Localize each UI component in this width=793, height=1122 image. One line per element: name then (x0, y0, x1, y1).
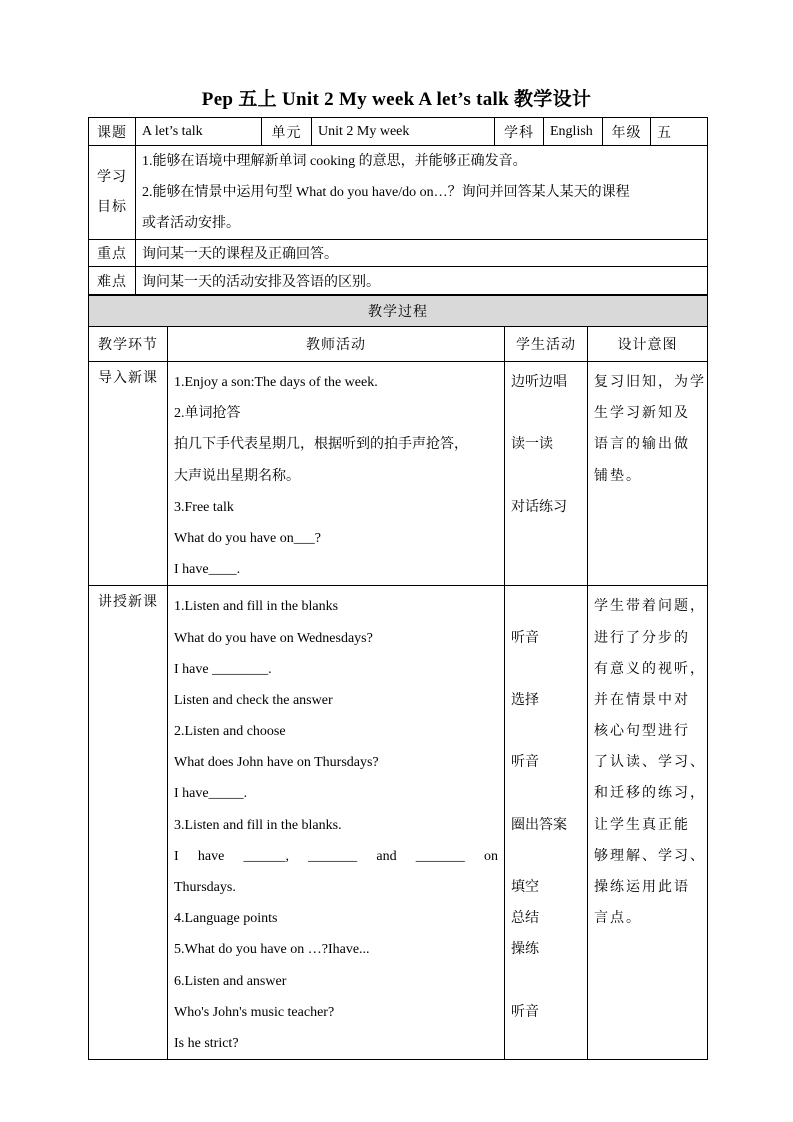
topic-label: 课题 (89, 118, 136, 146)
intro-teacher: 1.Enjoy a son:The days of the week. 2.单词抢答 拍几下手代表星期几，根据听到的拍手声抢答， 大声说出星期名称。 3.Free talk What do you have on___? I have____. (168, 362, 505, 586)
topic-value: A let’s talk (136, 118, 262, 146)
col-teacher: 教师活动 (168, 327, 505, 362)
grade-label: 年级 (603, 118, 651, 146)
difficult-point-text: 询问某一天的活动安排及答语的区别。 (136, 267, 708, 295)
grade-value: 五 (651, 118, 708, 146)
col-student: 学生活动 (505, 327, 588, 362)
unit-value: Unit 2 My week (312, 118, 495, 146)
subject-value: English (544, 118, 603, 146)
goals-text: 1.能够在语境中理解新单词 cooking 的意思，并能够正确发音。 2.能够在情景中运用句型 What do you have/do on…？询问并回答某人某天的课程 或者活动安排。 (136, 146, 708, 240)
goals-label: 学习 目标 (89, 146, 136, 240)
intro-stage: 导入新课 (89, 362, 168, 586)
fill-blank-line: I have ______, _______ and _______ on (174, 848, 498, 864)
intro-student: 边听边唱 读一读 对话练习 (505, 362, 588, 586)
process-table (88, 295, 708, 1060)
course-info-table (88, 117, 708, 295)
teach-teacher: 1.Listen and fill in the blanks What do you have on Wednesdays? I have ________. Listen and check the answer 2.Listen and choose What does John have on Thursdays? I have_____. 3.Listen and fill in the blanks. I have ______, _______ and _______ on Thursdays. 4.Language points 5.What do you have on …?Ihave... 6.Listen and answer Who's John's music teacher? Is he strict? (168, 586, 505, 1060)
teach-student: 听音 选择 听音 圈出答案 填空 总结 操练 听音 (505, 586, 588, 1060)
col-design: 设计意图 (588, 327, 708, 362)
subject-label: 学科 (495, 118, 544, 146)
col-stage: 教学环节 (89, 327, 168, 362)
page-title: Pep 五上 Unit 2 My week A let’s talk 教学设计 (201, 89, 592, 110)
key-point-text: 询问某一天的课程及正确回答。 (136, 240, 708, 267)
process-header: 教学过程 (89, 296, 708, 327)
intro-design: 复习旧知，为学 生学习新知及 语言的输出做 铺垫。 (588, 362, 708, 586)
key-point-label: 重点 (89, 240, 136, 267)
teach-design: 学生带着问题， 进行了分步的 有意义的视听， 并在情景中对 核心句型进行 了认读、学习、 和迁移的练习， 让学生真正能 够理解、学习、 操练运用此语 言点。 (588, 586, 708, 1060)
teach-stage: 讲授新课 (89, 586, 168, 1060)
difficult-point-label: 难点 (89, 267, 136, 295)
unit-label: 单元 (262, 118, 312, 146)
